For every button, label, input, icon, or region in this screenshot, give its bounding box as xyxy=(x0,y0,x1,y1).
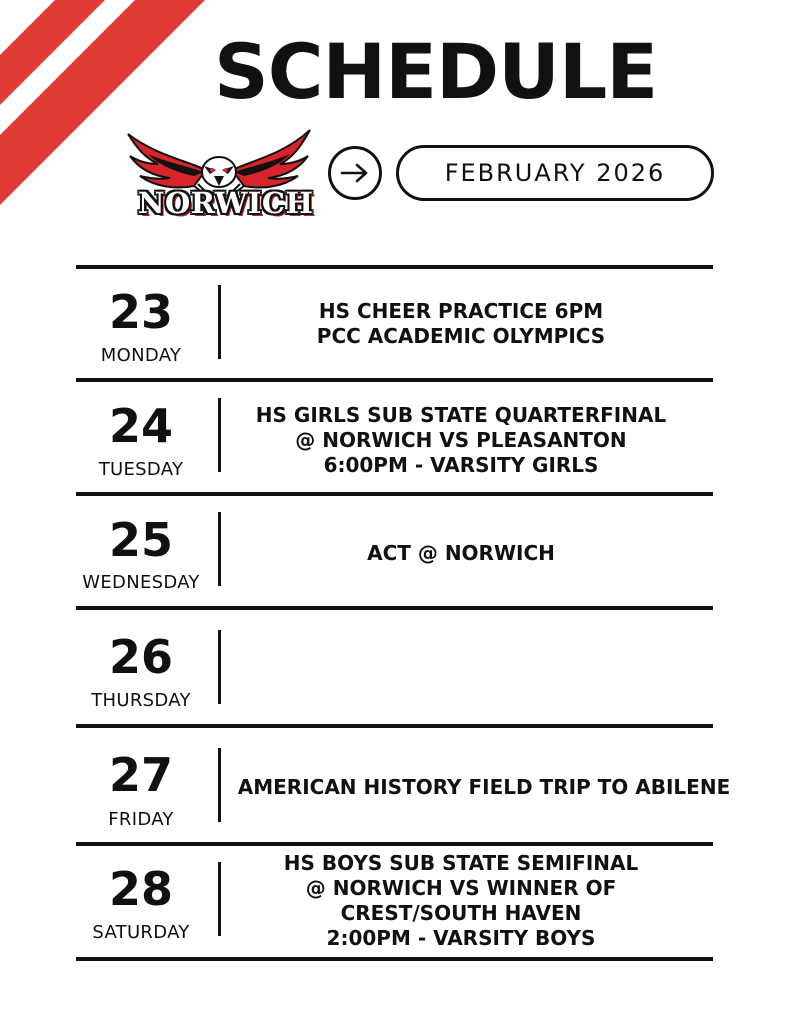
day-weekday: THURSDAY xyxy=(91,690,191,711)
event-line: CREST/SOUTH HAVEN xyxy=(340,901,582,925)
arrow-button[interactable] xyxy=(328,146,382,200)
row-divider xyxy=(76,957,713,961)
event-line: AMERICAN HISTORY FIELD TRIP TO ABILENE xyxy=(237,775,731,799)
column-divider xyxy=(218,398,221,472)
schedule-row-25 xyxy=(76,496,713,606)
event-line: ACT @ NORWICH xyxy=(367,541,555,565)
school-logo xyxy=(124,120,314,230)
schedule-row-26 xyxy=(76,610,713,724)
month-label: FEBRUARY 2026 xyxy=(396,145,714,201)
day-number: 25 xyxy=(108,513,173,567)
schedule-row-24 xyxy=(76,382,713,492)
column-divider xyxy=(218,512,221,586)
day-number: 24 xyxy=(108,399,173,453)
event-line: HS CHEER PRACTICE 6PM xyxy=(318,299,604,323)
day-weekday: TUESDAY xyxy=(98,459,184,480)
column-divider xyxy=(218,748,221,822)
day-number: 26 xyxy=(108,630,173,684)
schedule-row-27 xyxy=(76,728,731,842)
schedule-row-23 xyxy=(76,269,713,378)
event-line: @ NORWICH VS WINNER OF xyxy=(305,876,617,900)
event-line: 6:00PM - VARSITY GIRLS xyxy=(323,453,599,477)
day-number: 27 xyxy=(108,748,173,802)
event-line: HS GIRLS SUB STATE QUARTERFINAL xyxy=(255,403,667,427)
day-weekday: SATURDAY xyxy=(92,922,190,943)
day-weekday: WEDNESDAY xyxy=(82,572,200,593)
schedule-row-28 xyxy=(76,846,713,957)
column-divider xyxy=(218,630,221,704)
page-title: SCHEDULE xyxy=(214,27,658,116)
day-weekday: MONDAY xyxy=(100,345,182,366)
event-line: 2:00PM - VARSITY BOYS xyxy=(326,926,596,950)
arrow-right-icon xyxy=(340,162,370,184)
column-divider xyxy=(218,285,221,359)
event-line: HS BOYS SUB STATE SEMIFINAL xyxy=(283,851,639,875)
day-number: 23 xyxy=(108,285,173,339)
event-line: PCC ACADEMIC OLYMPICS xyxy=(316,324,606,348)
event-line: @ NORWICH VS PLEASANTON xyxy=(295,428,627,452)
logo-wordmark: NORWICH xyxy=(138,186,314,220)
day-number: 28 xyxy=(108,862,173,916)
column-divider xyxy=(218,862,221,936)
day-weekday: FRIDAY xyxy=(108,809,174,830)
